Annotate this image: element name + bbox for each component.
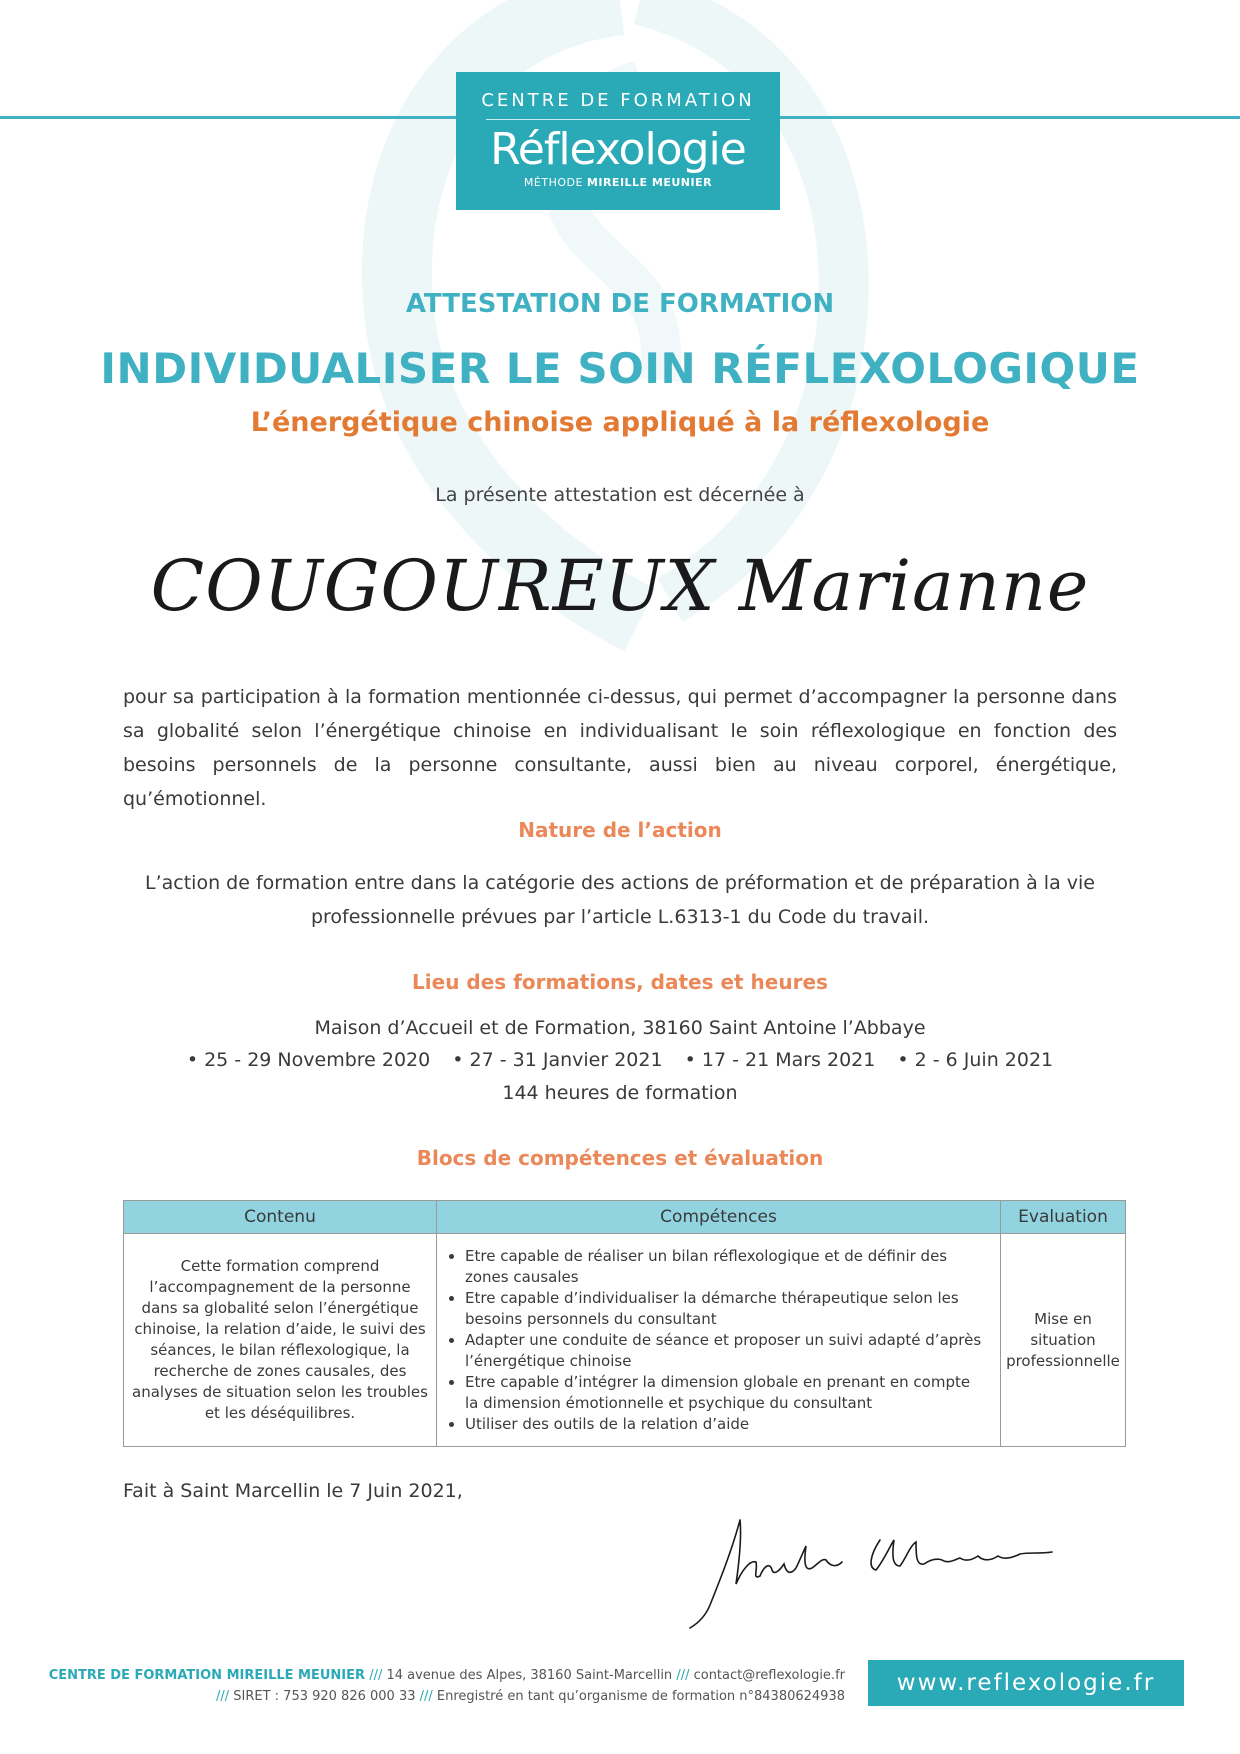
training-place: Maison d’Accueil et de Formation, 38160 Saint Antoine l’Abbaye bbox=[314, 1017, 926, 1039]
training-hours: 144 heures de formation bbox=[502, 1082, 738, 1104]
table-header-row bbox=[124, 1201, 1126, 1234]
competences-cell bbox=[437, 1234, 1001, 1447]
signature-image bbox=[680, 1510, 1080, 1630]
footer-separator: /// bbox=[419, 1689, 433, 1704]
footer-brand: CENTRE DE FORMATION MIREILLE MEUNIER bbox=[48, 1668, 366, 1683]
training-date: • 2 - 6 Juin 2021 bbox=[897, 1049, 1054, 1071]
list-item: • Utiliser des outils de la relation d’aide bbox=[465, 1414, 988, 1435]
awarded-to-text: La présente attestation est décernée à bbox=[435, 484, 805, 506]
logo-wordmark: Réflexologie bbox=[490, 124, 746, 175]
column-header-evaluation: Evaluation bbox=[1001, 1201, 1126, 1234]
logo-divider bbox=[486, 119, 750, 120]
competences-list bbox=[451, 1246, 988, 1435]
column-header-competences: Compétences bbox=[437, 1201, 1001, 1234]
footer-line-1 bbox=[0, 1665, 845, 1686]
footer-contact bbox=[0, 1665, 845, 1707]
logo-tagline bbox=[456, 176, 780, 189]
attestation-label: ATTESTATION DE FORMATION bbox=[405, 289, 835, 319]
website-link[interactable]: www.reflexologie.fr bbox=[868, 1660, 1184, 1706]
competences-table bbox=[123, 1200, 1126, 1447]
course-subtitle: L’énergétique chinoise appliqué à la réflexologie bbox=[250, 407, 990, 438]
list-item: • Etre capable de réaliser un bilan réflexologique et de définir des zones causales bbox=[465, 1246, 988, 1288]
nature-text-line-1: L’action de formation entre dans la catégorie des actions de préformation et de préparation à la vie bbox=[145, 872, 1095, 894]
course-title: INDIVIDUALISER LE SOIN RÉFLEXOLOGIQUE bbox=[100, 344, 1140, 393]
footer-separator: /// bbox=[369, 1668, 383, 1683]
evaluation-cell: Mise en situation professionnelle bbox=[1001, 1234, 1126, 1447]
column-header-contenu: Contenu bbox=[124, 1201, 437, 1234]
recipient-name: COUGOUREUX Marianne bbox=[150, 545, 1090, 627]
list-item: • Adapter une conduite de séance et proposer un suivi adapté d’après l’énergétique chinoise bbox=[465, 1330, 988, 1372]
table-row bbox=[124, 1234, 1126, 1447]
footer-registration: Enregistré en tant qu’organisme de formation n°84380624938 bbox=[436, 1689, 845, 1704]
logo-tagline-prefix: MÉTHODE bbox=[523, 176, 583, 189]
contenu-cell: Cette formation comprend l’accompagnement de la personne dans sa globalité selon l’énergétique chinoise, la relation d’aide, le suivi des séances, le bilan réflexologique, la recherche de zones causales, des analyses de situation selon les troubles et les déséquilibres. bbox=[124, 1234, 437, 1447]
footer-address: 14 avenue des Alpes, 38160 Saint-Marcellin bbox=[386, 1668, 673, 1683]
footer-separator: /// bbox=[676, 1668, 690, 1683]
place-date-statement: Fait à Saint Marcellin le 7 Juin 2021, bbox=[123, 1480, 463, 1502]
training-date: • 27 - 31 Janvier 2021 bbox=[452, 1049, 663, 1071]
blocs-heading: Blocs de compétences et évaluation bbox=[416, 1146, 824, 1170]
description-paragraph: pour sa participation à la formation mentionnée ci-dessus, qui permet d’accompagner la personne dans sa globalité selon l’énergétique chinoise en individualisant le soin réflexologique en fonction des besoins personnels de la personne consultante, aussi bien au niveau corporel, énergétique, qu’émotionnel. bbox=[123, 686, 1117, 810]
training-dates bbox=[0, 1049, 1240, 1071]
logo-tagline-name: MIREILLE MEUNIER bbox=[586, 176, 713, 189]
footer-separator: /// bbox=[215, 1689, 230, 1704]
training-date: • 17 - 21 Mars 2021 bbox=[684, 1049, 876, 1071]
nature-text-line-2: professionnelle prévues par l’article L.6313-1 du Code du travail. bbox=[310, 906, 930, 928]
training-date: • 25 - 29 Novembre 2020 bbox=[186, 1049, 431, 1071]
list-item: • Etre capable d’intégrer la dimension globale en prenant en compte la dimension émotionnelle et psychique du consultant bbox=[465, 1372, 988, 1414]
nature-heading: Nature de l’action bbox=[518, 818, 722, 842]
footer-siret: SIRET : 753 920 826 000 33 bbox=[233, 1689, 416, 1704]
footer-line-2 bbox=[0, 1686, 845, 1707]
logo-line-1: CENTRE DE FORMATION bbox=[481, 90, 755, 111]
nature-text bbox=[0, 866, 1240, 934]
list-item: • Etre capable d’individualiser la démarche thérapeutique selon les besoins personnels du consultant bbox=[465, 1288, 988, 1330]
footer-email[interactable]: contact@reflexologie.fr bbox=[693, 1668, 845, 1683]
brand-logo bbox=[456, 72, 780, 210]
lieu-heading: Lieu des formations, dates et heures bbox=[412, 970, 828, 994]
